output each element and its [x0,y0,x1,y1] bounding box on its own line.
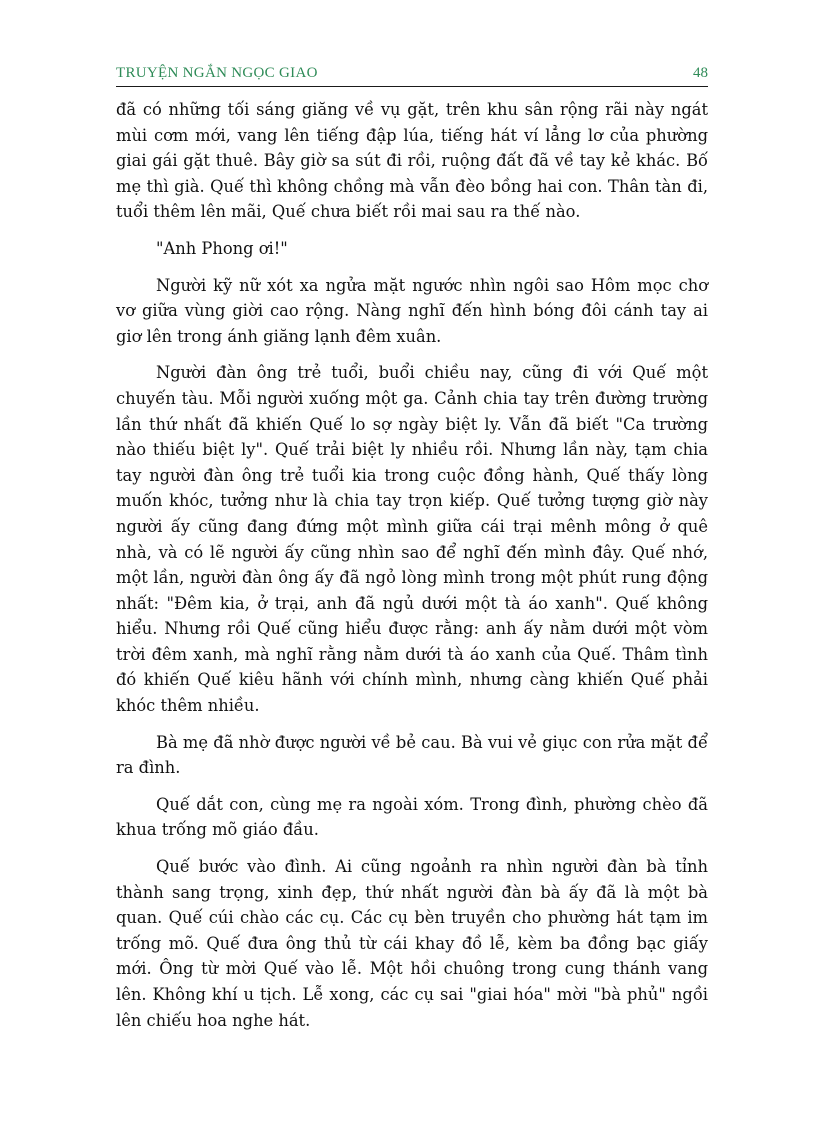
paragraph-6: Quế dắt con, cùng mẹ ra ngoài xóm. Trong đình, phường chèo đã khua trống mõ giáo đầu. [116,794,708,840]
paragraph-1: đã có những tối sáng giăng về vụ gặt, trên khu sân rộng rãi này ngát mùi cơm mới, vang lên tiếng đập lúa, tiếng hát ví lẳng lơ của phường giai gái gặt thuê. Bây giờ sa sút đi rồi, ruộng đất đã về tay kẻ khác. Bố mẹ thì già. Quế thì không chồng mà vẫn đèo bồng hai con. Thân tàn đi, tuổi thêm lên mãi, Quế chưa biết rồi mai sau ra thế nào. [116,100,708,222]
page-body [116,97,708,1044]
page-number: 48 [693,65,708,81]
paragraph-2: "Anh Phong ơi!" [156,238,288,258]
page-header [116,62,708,87]
paragraph-4: Người đàn ông trẻ tuổi, buổi chiều nay, cũng đi với Quế một chuyến tàu. Mỗi người xuống một ga. Cảnh chia tay trên đường trường lần thứ nhất đã khiến Quế lo sợ ngày biệt ly. Vẫn đã biết "Ca trường nào thiếu biệt ly". Quế trải biệt ly nhiều rồi. Nhưng lần này, tạm chia tay người đàn ông trẻ tuổi kia trong cuộc đồng hành, Quế thấy lòng muốn khóc, tưởng như là chia tay trọn kiếp. Quế tưởng tượng giờ này người ấy cũng đang đứng một mình giữa cái trại mênh mông ở quê nhà, và có lẽ người ấy cũng nhìn sao để nghĩ đến mình đây. Quế nhớ, một lần, người đàn ông ấy đã ngỏ lòng mình trong một phút rung động nhất: "Đêm kia, ở trại, anh đã ngủ dưới một tà áo xanh". Quế không hiểu. Nhưng rồi Quế cũng hiểu được rằng: anh ấy nằm dưới một vòm trời đêm xanh, mà nghĩ rằng nằm dưới tà áo xanh của Quế. Thâm tình đó khiến Quế kiêu hãnh với chính mình, nhưng càng khiến Quế phải khóc thêm nhiều. [116,363,708,716]
paragraph-5: Bà mẹ đã nhờ được người về bẻ cau. Bà vui vẻ giục con rửa mặt để ra đình. [116,732,708,778]
paragraph-7: Quế bước vào đình. Ai cũng ngoảnh ra nhìn người đàn bà tỉnh thành sang trọng, xinh đẹp, thứ nhất người đàn bà ấy đã là một bà quan. Quế cúi chào các cụ. Các cụ bèn truyền cho phường hát tạm im trống mõ. Quế đưa ông thủ từ cái khay đồ lễ, kèm ba đồng bạc giấy mới. Ông từ mời Quế vào lễ. Một hồi chuông trong cung thánh vang lên. Không khí u tịch. Lễ xong, các cụ sai "giai hóa" mời "bà phủ" ngồi lên chiếu hoa nghe hát. [116,857,708,1030]
paragraph-3: Người kỹ nữ xót xa ngửa mặt ngước nhìn ngôi sao Hôm mọc chơ vơ giữa vùng giời cao rộng. Nàng nghĩ đến hình bóng đôi cánh tay ai giơ lên trong ánh giăng lạnh đêm xuân. [116,275,708,346]
running-title: TRUYỆN NGẮN NGỌC GIAO [116,65,318,81]
